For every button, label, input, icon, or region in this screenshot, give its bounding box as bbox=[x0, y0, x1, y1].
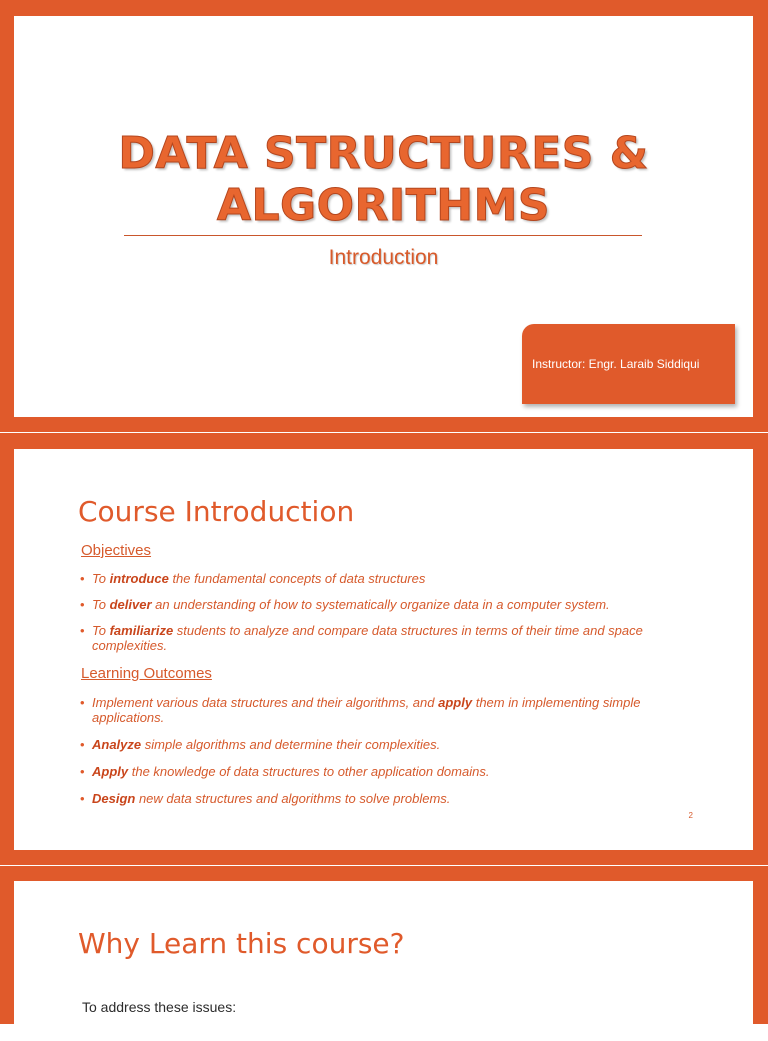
list-item: • Analyze simple algorithms and determine their complexities. bbox=[80, 737, 700, 752]
list-item: • Implement various data structures and their algorithms, and apply them in implementing simple applications. bbox=[80, 695, 700, 725]
slide-subtitle: Introduction bbox=[328, 246, 439, 269]
learning-outcomes-heading: Learning Outcomes bbox=[81, 665, 212, 682]
instructor-box bbox=[522, 324, 735, 404]
slide-title bbox=[0, 0, 768, 432]
why-learn-heading: Why Learn this course? bbox=[78, 927, 405, 960]
list-item: • Design new data structures and algorithms to solve problems. bbox=[80, 791, 700, 806]
instructor-label: Instructor: Engr. Laraib Siddiqui bbox=[532, 357, 700, 371]
slide-course-introduction bbox=[0, 433, 768, 865]
slide-why-learn-canvas bbox=[14, 881, 753, 1041]
slide-why-learn bbox=[0, 866, 768, 1024]
course-introduction-heading: Course Introduction bbox=[78, 495, 355, 528]
title-line-2: ALGORITHMS bbox=[216, 180, 551, 231]
slide-title-canvas bbox=[14, 16, 753, 417]
list-item: • To familiarize students to analyze and compare data structures in terms of their time and space complexities. bbox=[80, 623, 700, 653]
objectives-list bbox=[80, 571, 700, 653]
slide-course-introduction-canvas bbox=[14, 449, 753, 850]
slide-title-heading bbox=[14, 128, 753, 232]
objectives-heading: Objectives bbox=[81, 542, 152, 559]
outcomes-list bbox=[80, 695, 700, 806]
title-divider bbox=[124, 235, 642, 236]
list-item: • To deliver an understanding of how to systematically organize data in a computer system. bbox=[80, 597, 700, 612]
list-item: • To introduce the fundamental concepts of data structures bbox=[80, 571, 700, 586]
title-line-1: DATA STRUCTURES & bbox=[118, 128, 649, 179]
page-number: 2 bbox=[688, 811, 693, 820]
list-item: • Apply the knowledge of data structures to other application domains. bbox=[80, 764, 700, 779]
issues-intro-text: To address these issues: bbox=[82, 999, 237, 1015]
